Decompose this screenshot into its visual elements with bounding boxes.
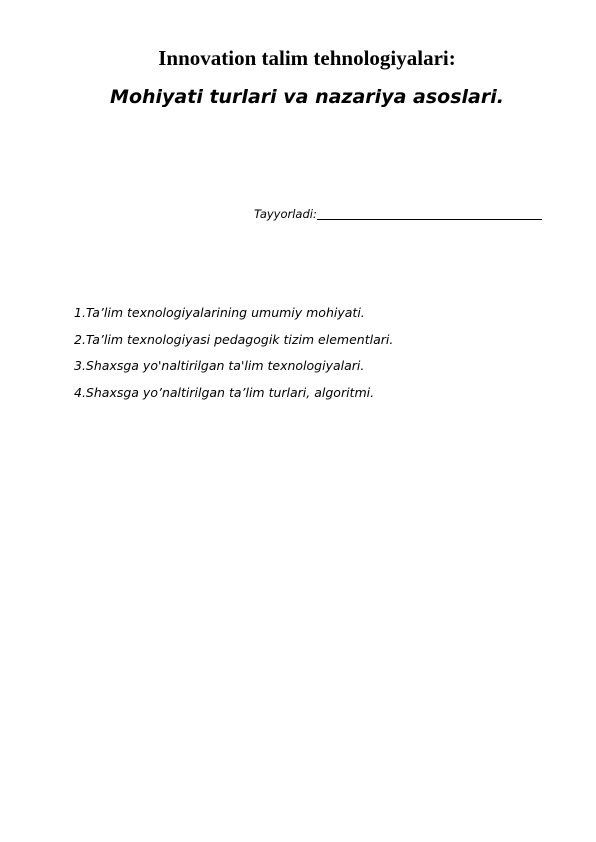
prepared-by-underline xyxy=(317,219,542,220)
plan-item-2: 2.Ta’lim texnologiyasi pedagogik tizim elementlari. xyxy=(74,331,394,347)
plan-list xyxy=(74,300,393,406)
plan-item-4: 4.Shaxsga yo’naltirilgan ta’lim turlari, algoritmi. xyxy=(74,384,375,400)
plan-item-3: 3.Shaxsga yo'naltirilgan ta'lim texnologiyalari. xyxy=(74,358,365,373)
document-title: Innovation talim tehnologiyalari: xyxy=(158,46,456,70)
document-subtitle: Mohiyati turlari va nazariya asoslari. xyxy=(110,86,504,108)
prepared-by-label: Tayyorladi: xyxy=(254,207,317,221)
plan-item-1: 1.Ta’lim texnologiyalarining umumiy mohiyati. xyxy=(74,305,365,320)
